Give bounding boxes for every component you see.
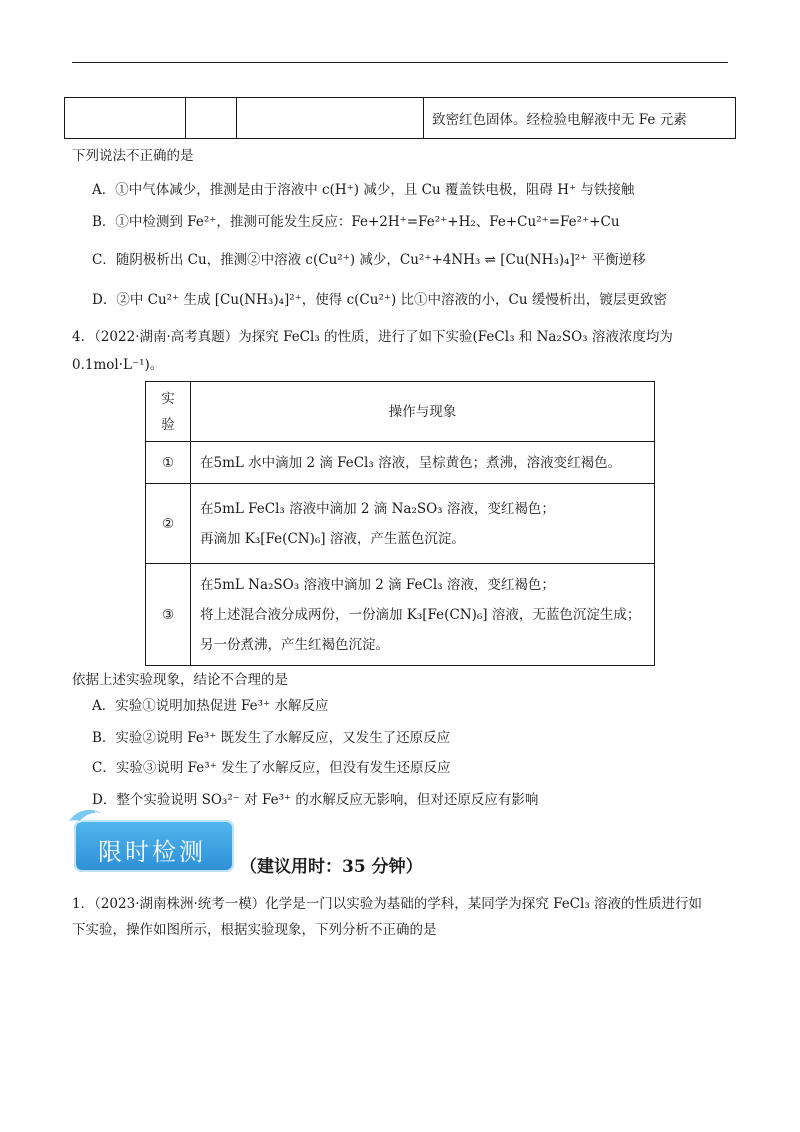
q4-stem-cont: 0.1mol·L⁻¹)。 <box>72 357 164 373</box>
q3-option-a: A．①中气体减少，推测是由于溶液中 c(H⁺) 减少，且 Cu 覆盖铁电极，阻碍 H⁺ 与铁接触 <box>92 182 635 198</box>
q3-option-b: B．①中检测到 Fe²⁺，推测可能发生反应：Fe+2H⁺=Fe²⁺+H₂、Fe+Cu²⁺=Fe²⁺+Cu <box>92 214 620 230</box>
q1-stem-cont: 下实验，操作如图所示，根据实验现象，下列分析不正确的是 <box>72 922 437 938</box>
q4-stem: 4．（2022·湖南·高考真题）为探究 FeCl₃ 的性质，进行了如下实验(FeCl₃ 和 Na₂SO₃ 溶液浓度均为 <box>72 329 673 345</box>
row-text: 在5mL FeCl₃ 溶液中滴加 2 滴 Na₂SO₃ 溶液，变红褐色； 再滴加 K₃[Fe(CN)₆] 溶液，产生蓝色沉淀。 <box>191 484 655 564</box>
table-row <box>146 564 655 666</box>
row-number: ① <box>146 442 191 484</box>
q4-option-a: A．实验①说明加热促进 Fe³⁺ 水解反应 <box>92 698 329 714</box>
experiment-table <box>145 381 655 666</box>
dolphin-icon <box>66 806 106 828</box>
row-text: 在5mL Na₂SO₃ 溶液中滴加 2 滴 FeCl₃ 溶液，变红褐色； 将上述混合液分成两份，一份滴加 K₃[Fe(CN)₆] 溶液，无蓝色沉淀生成； 另一份煮沸，产生红褐色沉淀。 <box>191 564 655 666</box>
table-cell <box>237 98 424 139</box>
header-cell-operation: 操作与现象 <box>191 382 655 442</box>
table-cell <box>186 98 237 139</box>
q4-option-d: D．整个实验说明 SO₃²⁻ 对 Fe³⁺ 的水解反应无影响，但对还原反应有影响 <box>92 792 539 808</box>
table-cell: 致密红色固体。经检验电解液中无 Fe 元素 <box>424 98 736 139</box>
q4-option-c: C．实验③说明 Fe³⁺ 发生了水解反应，但没有发生还原反应 <box>92 760 451 776</box>
row-number: ③ <box>146 564 191 666</box>
section-title: 限时检测 <box>98 838 206 866</box>
header-cell-experiment: 实 验 <box>146 382 191 442</box>
row-number: ② <box>146 484 191 564</box>
q3-option-d: D．②中 Cu²⁺ 生成 [Cu(NH₃)₄]²⁺，使得 c(Cu²⁺) 比①中溶液的小，Cu 缓慢析出，镀层更致密 <box>92 292 667 308</box>
previous-experiment-table <box>64 97 736 139</box>
table-header-row <box>146 382 655 442</box>
table-cell <box>65 98 186 139</box>
q4-option-b: B．实验②说明 Fe³⁺ 既发生了水解反应，又发生了还原反应 <box>92 730 451 746</box>
table-row <box>146 484 655 564</box>
q3-stem: 下列说法不正确的是 <box>72 148 194 164</box>
q1-stem: 1．（2023·湖南株洲·统考一模）化学是一门以实验为基础的学科，某同学为探究 FeCl₃ 溶液的性质进行如 <box>72 896 703 912</box>
time-hint: （建议用时：35 分钟） <box>240 857 423 877</box>
q4-conclusion-stem: 依据上述实验现象，结论不合理的是 <box>72 672 288 688</box>
header-rule <box>72 62 728 63</box>
section-badge <box>74 820 234 872</box>
q3-option-c: C．随阴极析出 Cu，推测②中溶液 c(Cu²⁺) 减少，Cu²⁺+4NH₃ ⇌ [Cu(NH₃)₄]²⁺ 平衡逆移 <box>92 252 646 268</box>
row-text: 在5mL 水中滴加 2 滴 FeCl₃ 溶液，呈棕黄色；煮沸，溶液变红褐色。 <box>191 442 655 484</box>
table-row <box>146 442 655 484</box>
